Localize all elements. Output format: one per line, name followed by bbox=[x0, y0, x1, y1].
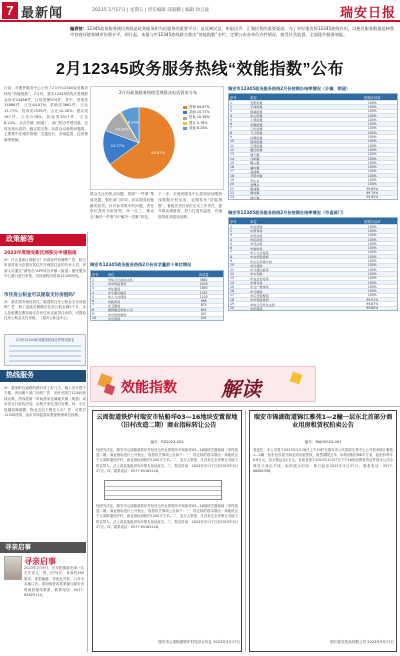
banner-left-text: 效能指数 bbox=[121, 379, 177, 395]
table-cell: 市综合行政执法局 bbox=[107, 278, 133, 283]
table-cell: 潘岱街道 bbox=[250, 148, 263, 153]
table-header bbox=[229, 94, 397, 100]
table-cell: 8 bbox=[230, 254, 232, 259]
notice2-subtitle: 编号：RAJH2023-001 bbox=[304, 440, 342, 444]
table-cell: 100% bbox=[367, 271, 377, 276]
table-cell: 市卫健局 bbox=[250, 289, 263, 294]
section-divider bbox=[88, 406, 400, 407]
table-cell: 1 bbox=[92, 277, 94, 282]
table-cell: 19 bbox=[230, 302, 234, 306]
table-cell: 市科技局 bbox=[250, 233, 263, 238]
table-cell: 14 bbox=[230, 280, 234, 285]
table-cell: 市自然资源局 bbox=[107, 312, 127, 317]
table-cell: 99.91% bbox=[366, 297, 379, 302]
table-towns-caption: 瑞安市12345政务服务热线2月份按期办结率情况（乡镇、街道） bbox=[228, 86, 351, 91]
table-cell: 100% bbox=[367, 104, 377, 109]
table-cell: 马屿镇 bbox=[250, 157, 260, 162]
table-cell: 100% bbox=[367, 224, 377, 229]
pie-chart bbox=[99, 103, 179, 183]
column-divider bbox=[87, 232, 88, 652]
hotline-text: 问：我家附近道路的路灯坏了好几天，晚上出行很不方便，该向哪个部门反映？答：市民可拨打12345热线反映，热线将第一时间派单至属地乡镇（街道）或市综合行政执法局，由相关单位及时处理。问：小区电梯故障频繁，物业迟迟不修怎么办？答：可拨打12345热线，由市市场监管局督促维保单位检修。 bbox=[4, 386, 86, 418]
efficiency-banner bbox=[90, 366, 316, 402]
table-header-cell: 按期办结率 bbox=[364, 95, 381, 100]
table-cell: 21 bbox=[230, 186, 234, 191]
editorial-note-label: 编者按： bbox=[70, 26, 87, 31]
table-cell: 市综合行政执法局 bbox=[250, 302, 275, 307]
table-cell: 99.85% bbox=[366, 186, 379, 191]
table-cell: 99.87% bbox=[366, 302, 379, 306]
editorial-note bbox=[70, 26, 396, 39]
table-cell: 1257 bbox=[199, 290, 208, 295]
table-cell: 12 bbox=[230, 271, 234, 276]
person-photo bbox=[4, 556, 22, 580]
thumb-line bbox=[9, 360, 81, 362]
table-departments bbox=[228, 217, 398, 311]
legend-swatch bbox=[183, 111, 187, 114]
notice1-title: 云周街道铁炉村瑞安市钻船垟03—16地块安置留地（旧村改造二期）商业指标转让公告 bbox=[96, 414, 238, 429]
notice2-title: 瑞安市锦湖街道锦江雅苑1—2幢一层东北首部分商业用房租赁权拍卖公告 bbox=[253, 414, 393, 429]
table-cell: 2 bbox=[230, 228, 232, 233]
masthead bbox=[0, 0, 400, 22]
notice1-body: 经研究决定，瑞安市云周街道铁炉村经济合作社将瑞安市钻船垟03—16地块安置留地（旧村改造二期）商业指标进行公开转让，现将有关事项公告如下：一、转让标的基本情况：该地块位于云周街道铁炉村，商业指标面积约1200平方米。二、竞买人资格：凡具有完全民事行为能力的自然人、法人或其他组织均可报名参加竞买。三、报名时间：2023年3月17日至2023年3月27日。四、联系电话：0577-65162218。 bbox=[96, 448, 238, 473]
table-header-cell: 单位 bbox=[250, 219, 257, 224]
table-header-cell: 按期办结率 bbox=[364, 219, 381, 224]
table-cell: 桐浦镇 bbox=[250, 187, 260, 192]
table-cell: 100% bbox=[367, 263, 377, 268]
ranking-thumbnail bbox=[4, 334, 86, 366]
table-cell: 6 bbox=[230, 122, 232, 127]
table-cell: 莘塍街道 bbox=[250, 122, 263, 127]
table-cell: 15 bbox=[230, 284, 234, 289]
table-header-cell: 序号 bbox=[230, 219, 237, 224]
policy-title: 2023年度瑞安新区网积分申请指南 bbox=[4, 251, 77, 256]
policy-text-2: 问：我在瑞安租房居住，能提取住房公积金支付房租吗？答：职工连续足额缴存住房公积金满3个月，本人及配偶在缴存地无自有住房且租赁住房的，可提取住房公积金支付房租。（瑞安公积金中心） bbox=[4, 300, 86, 321]
table-cell: 飞云街道 bbox=[250, 131, 263, 136]
table-header-cell: 单位 bbox=[250, 95, 257, 100]
table-cell: 100% bbox=[367, 135, 377, 140]
table-cell: 1 bbox=[230, 224, 232, 229]
table-cell: 上望街道 bbox=[250, 118, 263, 123]
table-row bbox=[229, 195, 397, 199]
masthead-meta: 2023年3月17日 | 星期五 | 责任编辑 邱嘉鹏 | 编辑 徐云波 bbox=[92, 8, 210, 13]
pie-data-label: 8.24% bbox=[127, 120, 140, 125]
table-cell: 市交通运输局 bbox=[250, 268, 269, 273]
table-cell: 100% bbox=[367, 109, 377, 114]
table-cell: 6 bbox=[230, 246, 232, 251]
table-cell: 986 bbox=[200, 299, 207, 304]
thumb-line bbox=[9, 350, 81, 352]
chart-title: 2月份政务服务热线受理群众电话诉求分布 bbox=[118, 90, 198, 95]
table-cell: 市市场监管局 bbox=[250, 298, 269, 303]
table-top-ten bbox=[90, 270, 224, 321]
table-cell: 云周街道 bbox=[250, 144, 263, 149]
body-text-col-1: 群众关注的热点问题，按照“一件事”集成处置，强化部门协同，切实提高问题解决质效。针对诉求集中的问题，责任单位及时分析研判，举一反三，推动从“解决一件事”向“解决一类事”转变。 bbox=[90, 192, 154, 220]
legend-label: 建议 0.76% bbox=[189, 120, 208, 125]
table-cell: 15 bbox=[230, 160, 234, 165]
table-cell: 市发改局 bbox=[250, 225, 263, 230]
table-cell: 高楼镇 bbox=[250, 169, 260, 174]
thumb-line bbox=[9, 355, 81, 357]
table-cell: 100% bbox=[367, 246, 377, 251]
table-header-cell: 序号 bbox=[230, 95, 237, 100]
table-cell: 9 bbox=[92, 312, 94, 317]
table-cell: 林川镇 bbox=[250, 195, 260, 200]
table-cell: 100% bbox=[367, 293, 377, 298]
table-cell: 17 bbox=[230, 293, 234, 298]
table-cell: 100% bbox=[367, 160, 377, 165]
table-cell: 1105 bbox=[199, 294, 208, 299]
pie-data-label: 64.87% bbox=[151, 150, 166, 155]
table-cell: 19 bbox=[230, 178, 234, 182]
table-cell: 547 bbox=[200, 312, 207, 317]
table-cell: 塘下镇 bbox=[250, 152, 260, 157]
ranking-thumbnail-caption: 2月份12345政务服务热线办件情况排名 bbox=[15, 338, 75, 342]
pie-data-label: 10.36% bbox=[115, 127, 130, 132]
body-text-col-2: 下一步，市便民服务中心将持续加强热线数据分析运用，定期发布“效能指数”，督促各责任单位压实工作责任，提升群众满意度，努力打造有温度、有速度的政务服务品牌。 bbox=[158, 192, 222, 220]
table-cell: 市医保局 bbox=[250, 306, 263, 311]
table-cell: 100% bbox=[367, 122, 377, 127]
table-cell: 玉海街道 bbox=[250, 105, 263, 110]
table-cell: 市水利局 bbox=[250, 272, 263, 277]
notice1-footer: 瑞安市云周街道铁炉村经济合作社 2023年3月17日 bbox=[158, 640, 240, 644]
table-cell: 市生态环境分局 bbox=[250, 259, 272, 264]
table-cell: 100% bbox=[367, 173, 377, 178]
table-cell: 100% bbox=[367, 228, 377, 233]
table-cell: 2 bbox=[230, 104, 232, 109]
table-cell: 陶山镇 bbox=[250, 161, 260, 166]
table-departments-caption: 瑞安市12345政务服务热线2月份按期办结率情况（市直部门） bbox=[228, 210, 346, 215]
notice1-subtitle: 编号：RZ2023-003 bbox=[150, 440, 184, 444]
table-cell: 100% bbox=[367, 182, 377, 187]
table-cell: 4 bbox=[92, 290, 94, 295]
table-cell: 100% bbox=[367, 289, 377, 294]
lead-paragraph: 日前，市便民服务中心公布了2月份12345政务服务热线“效能指数”。2月份，我市12345热线共受理群众诉求24488件，日均受理874件。其中，咨询类15886件，占比64.87%；求助类3862件，占比15.77%；投诉类2536件，占比10.36%；建议类187件，占比0.76%；其他类2017件，占比8.24%。从各乡镇（街道）、部门的办件情况看，总体呈现出高效、稳定的态势。从群众反映的问题看，主要集中在城市管理、交通出行、市场监管、住房保障等领域。 bbox=[4, 86, 88, 143]
table-cell: 100% bbox=[367, 100, 377, 105]
table-cell: 市市场监管局 bbox=[107, 282, 127, 287]
table-cell: 9 bbox=[230, 259, 232, 264]
table-top-ten-caption: 瑞安市12345政务服务热线2月份诉求量前十单位情况 bbox=[90, 262, 192, 267]
section-title: 最新闻 bbox=[21, 5, 64, 20]
table-row bbox=[229, 306, 397, 310]
table-cell: 2 bbox=[92, 281, 94, 286]
table-cell: 100% bbox=[367, 147, 377, 152]
table-cell: 18 bbox=[230, 173, 234, 178]
banner-right-text: 解读 bbox=[221, 377, 261, 401]
table-cell: 100% bbox=[367, 126, 377, 131]
table-cell: 8 bbox=[92, 307, 94, 312]
table-cell: 2416 bbox=[199, 281, 208, 286]
table-header-cell: 诉求量 bbox=[198, 272, 209, 277]
table-cell: 11 bbox=[230, 267, 234, 272]
table-cell: 100% bbox=[367, 267, 377, 272]
table-cell: 芳庄乡 bbox=[250, 178, 260, 183]
decor-cube-icon bbox=[104, 384, 116, 396]
paper-name: 瑞安日报 bbox=[339, 6, 396, 21]
people-text: 2023年2月9日，在安阳街道发现一名走失老人，男，约75岁，身高约165厘米，体型偏瘦，穿灰色外套，口音为本地口音。请知情者或其家属与瑞安市救助管理站联系。联系电话：0577-65829110。 bbox=[24, 566, 84, 598]
policy-title-2: 市住房公积金可以提取支付房租吗？ bbox=[4, 293, 78, 298]
table-cell: 1 bbox=[230, 100, 232, 105]
legend-label: 其他 8.24% bbox=[189, 125, 208, 130]
table-cell: 100% bbox=[367, 237, 377, 242]
table-cell: 100% bbox=[367, 241, 377, 246]
table-cell: 20 bbox=[230, 306, 234, 311]
table-cell: 100% bbox=[367, 254, 377, 259]
legend-label: 投诉 10.36% bbox=[189, 115, 210, 120]
table-cell: 7 bbox=[230, 126, 232, 131]
table-cell: 10 bbox=[230, 263, 234, 268]
table-cell: 6 bbox=[92, 299, 94, 304]
table-cell: 市应急管理局 bbox=[250, 293, 269, 298]
notice2-body: 受委托，本公司将于2023年3月28日上午10时在瑞安市公共资源交易中心公开拍卖锦江雅苑1—2幢一层东北首部分商业用房租赁权，租赁期限五年。标的面积约86平方米，起拍价每年6.8万元，竞买保证金2万元。有意者请于2023年3月27日下午16时前携有效证件到本公司办理竞买登记手续。标的展示时间：即日起至2023年3月27日。联系电话：0577-66882396。 bbox=[253, 448, 393, 473]
legend-item bbox=[183, 126, 223, 131]
table-cell: 4 bbox=[230, 113, 232, 118]
legend-swatch bbox=[183, 117, 187, 120]
table-cell: 南滨街道 bbox=[250, 139, 263, 144]
table-cell: 5 bbox=[230, 117, 232, 122]
table-cell: 100% bbox=[367, 250, 377, 255]
table-cell: 16 bbox=[230, 165, 234, 170]
table-cell: 东山街道 bbox=[250, 114, 263, 119]
table-cell: 12 bbox=[230, 147, 234, 152]
table-cell: 100% bbox=[367, 143, 377, 148]
table-cell: 市教育局 bbox=[107, 299, 121, 304]
decor-cube-icon bbox=[290, 372, 303, 385]
chart-legend bbox=[183, 105, 223, 131]
table-cell: 14 bbox=[230, 156, 234, 161]
table-cell: 22 bbox=[230, 190, 234, 195]
table-cell: 100% bbox=[367, 284, 377, 289]
table-cell: 北麂乡 bbox=[250, 182, 260, 187]
policy-section-header: 政策解答 bbox=[0, 234, 86, 246]
policy-text: 问：什么是新区网积分？申请条件有哪些？答：积分申请对象为在我市居住并办理居住证的外来人员，申请人可通过“浙里办”APP或各乡镇（街道）便民服务中心窗口进行申报，具体流程可咨询12345热线。 bbox=[4, 258, 86, 279]
table-cell: 20 bbox=[230, 182, 234, 187]
table-cell: 874 bbox=[200, 303, 207, 308]
table-cell: 3 bbox=[230, 233, 232, 238]
headline: 2月12345政务服务热线“效能指数”公布 bbox=[56, 61, 344, 78]
table-cell: 100% bbox=[367, 139, 377, 144]
table-header bbox=[229, 218, 397, 224]
legend-swatch bbox=[183, 122, 187, 125]
column-divider bbox=[245, 410, 246, 652]
table-cell: 11 bbox=[230, 143, 234, 148]
table-cell: 100% bbox=[367, 276, 377, 281]
table-cell: 锦湖街道 bbox=[250, 109, 263, 114]
table-cell: 3 bbox=[92, 286, 94, 291]
table-cell: 100% bbox=[367, 130, 377, 135]
hotline-section-header: 热线服务 bbox=[0, 370, 86, 382]
table-header-cell: 单位 bbox=[107, 272, 115, 277]
table-cell: 湖岭镇 bbox=[250, 165, 260, 170]
table-cell: 16 bbox=[230, 289, 234, 294]
table-cell: 市水利局 bbox=[107, 316, 121, 321]
table-cell: 100% bbox=[367, 156, 377, 161]
table-cell: 18 bbox=[230, 297, 234, 302]
table-cell: 23 bbox=[230, 195, 234, 200]
pie-chart-panel bbox=[90, 86, 224, 190]
table-cell: 1893 bbox=[199, 286, 208, 291]
table-cell: 100% bbox=[367, 259, 377, 264]
table-cell: 市财政局 bbox=[250, 246, 263, 251]
table-cell: 市人力社保局 bbox=[107, 295, 127, 300]
editorial-note-text: 12345政务服务便民热线是政务服务和为民服务的重要平台，是反映民意、听取民声、汇聚民智的重要渠道。为了更好地发挥12345热线作用，以便民服务数据反映我市营商环境和城市治理水平，即日起，本报与市12345热线联合推出“效能指数”专栏，定期公布各单位办件情况，接受社会监督，全面提升服务效能。 bbox=[70, 26, 394, 38]
table-cell: 652 bbox=[200, 307, 207, 312]
notice1-body-continued: 经研究决定，瑞安市云周街道铁炉村经济合作社将瑞安市钻船垟03—16地块安置留地（旧村改造二期）商业指标进行公开转让，现将有关事项公告如下：一、转让标的基本情况：该地块位于云周街道铁炉村，商业指标面积约1200平方米。二、竞买人资格：凡具有完全民事行为能力的自然人、法人或其他组织均可报名参加竞买。三、报名时间：2023年3月17日至2023年3月27日。四、联系电话：0577-65162218。 bbox=[96, 504, 238, 529]
table-cell: 100% bbox=[367, 280, 377, 285]
table-cell: 3 bbox=[230, 109, 232, 114]
table-cell: 99.80% bbox=[366, 306, 379, 311]
table-cell: 市文广旅体局 bbox=[250, 285, 269, 290]
table-row bbox=[105, 495, 221, 500]
table-towns bbox=[228, 93, 398, 200]
table-cell: 8 bbox=[230, 130, 232, 135]
table-cell: 99.74% bbox=[366, 190, 379, 195]
table-cell: 100% bbox=[367, 178, 377, 182]
table-cell: 13 bbox=[230, 152, 234, 157]
table-cell: 市卫健局 bbox=[107, 303, 121, 308]
table-cell: 9 bbox=[230, 135, 232, 140]
notice2-footer: 浙江瑞安拍卖有限公司 2023年3月17日 bbox=[330, 640, 394, 644]
table-cell: 13 bbox=[230, 276, 234, 281]
table-cell: 100% bbox=[367, 117, 377, 122]
thumb-line bbox=[9, 345, 81, 347]
table-cell: 国网瑞安供电公司 bbox=[107, 308, 133, 313]
table-cell: 10 bbox=[92, 316, 96, 321]
table-row bbox=[91, 316, 223, 320]
table-cell: 10 bbox=[230, 139, 234, 144]
table-cell: 市住建局 bbox=[107, 286, 121, 291]
table-cell: 市教育局 bbox=[250, 229, 263, 234]
table-cell: 5 bbox=[92, 294, 94, 299]
notice1-table bbox=[104, 480, 222, 500]
table-cell: 市人力社保局 bbox=[250, 250, 269, 255]
table-cell: 市自然资源局 bbox=[250, 255, 269, 260]
table-cell: 市民政局 bbox=[250, 238, 263, 243]
table-cell: 7 bbox=[230, 250, 232, 255]
table-cell: 7 bbox=[92, 303, 94, 308]
people-section-header: 寻亲启事 bbox=[0, 542, 86, 553]
table-cell: 17 bbox=[230, 169, 234, 174]
table-cell: 市交通运输局 bbox=[107, 291, 127, 296]
page-number: 7 bbox=[2, 2, 18, 19]
table-cell: 市农业农村局 bbox=[250, 276, 269, 281]
table-cell: 市住建局 bbox=[250, 263, 263, 268]
legend-label: 咨询 64.87% bbox=[189, 105, 210, 109]
table-cell: 仙降街道 bbox=[250, 135, 263, 140]
table-header-cell: 序号 bbox=[92, 272, 99, 277]
table-cell: 100% bbox=[367, 233, 377, 238]
table-cell: 市司法局 bbox=[250, 242, 263, 247]
table-cell: 安阳街道 bbox=[250, 101, 263, 106]
table-cell: 曹村镇 bbox=[250, 191, 260, 196]
table-cell: 100% bbox=[367, 165, 377, 170]
table-cell: 平阳坑镇 bbox=[250, 174, 263, 179]
table-cell: 100% bbox=[367, 169, 377, 174]
table-cell: 汀田街道 bbox=[250, 126, 263, 131]
legend-label: 求助 15.77% bbox=[189, 110, 210, 115]
table-cell: 5 bbox=[230, 241, 232, 246]
table-cell: 100% bbox=[367, 113, 377, 118]
table-cell: 100% bbox=[367, 152, 377, 157]
people-title: 寻亲启事 bbox=[24, 557, 56, 566]
table-cell: 4 bbox=[230, 237, 232, 242]
table-header bbox=[91, 271, 223, 277]
legend-swatch bbox=[183, 106, 187, 109]
table-cell: 3682 bbox=[199, 277, 208, 282]
legend-swatch bbox=[183, 127, 187, 130]
pie-data-label: 15.77% bbox=[110, 144, 125, 149]
table-cell: 市商务局 bbox=[250, 281, 263, 286]
table-cell: 99.62% bbox=[366, 195, 379, 200]
table-cell: 431 bbox=[200, 316, 207, 321]
